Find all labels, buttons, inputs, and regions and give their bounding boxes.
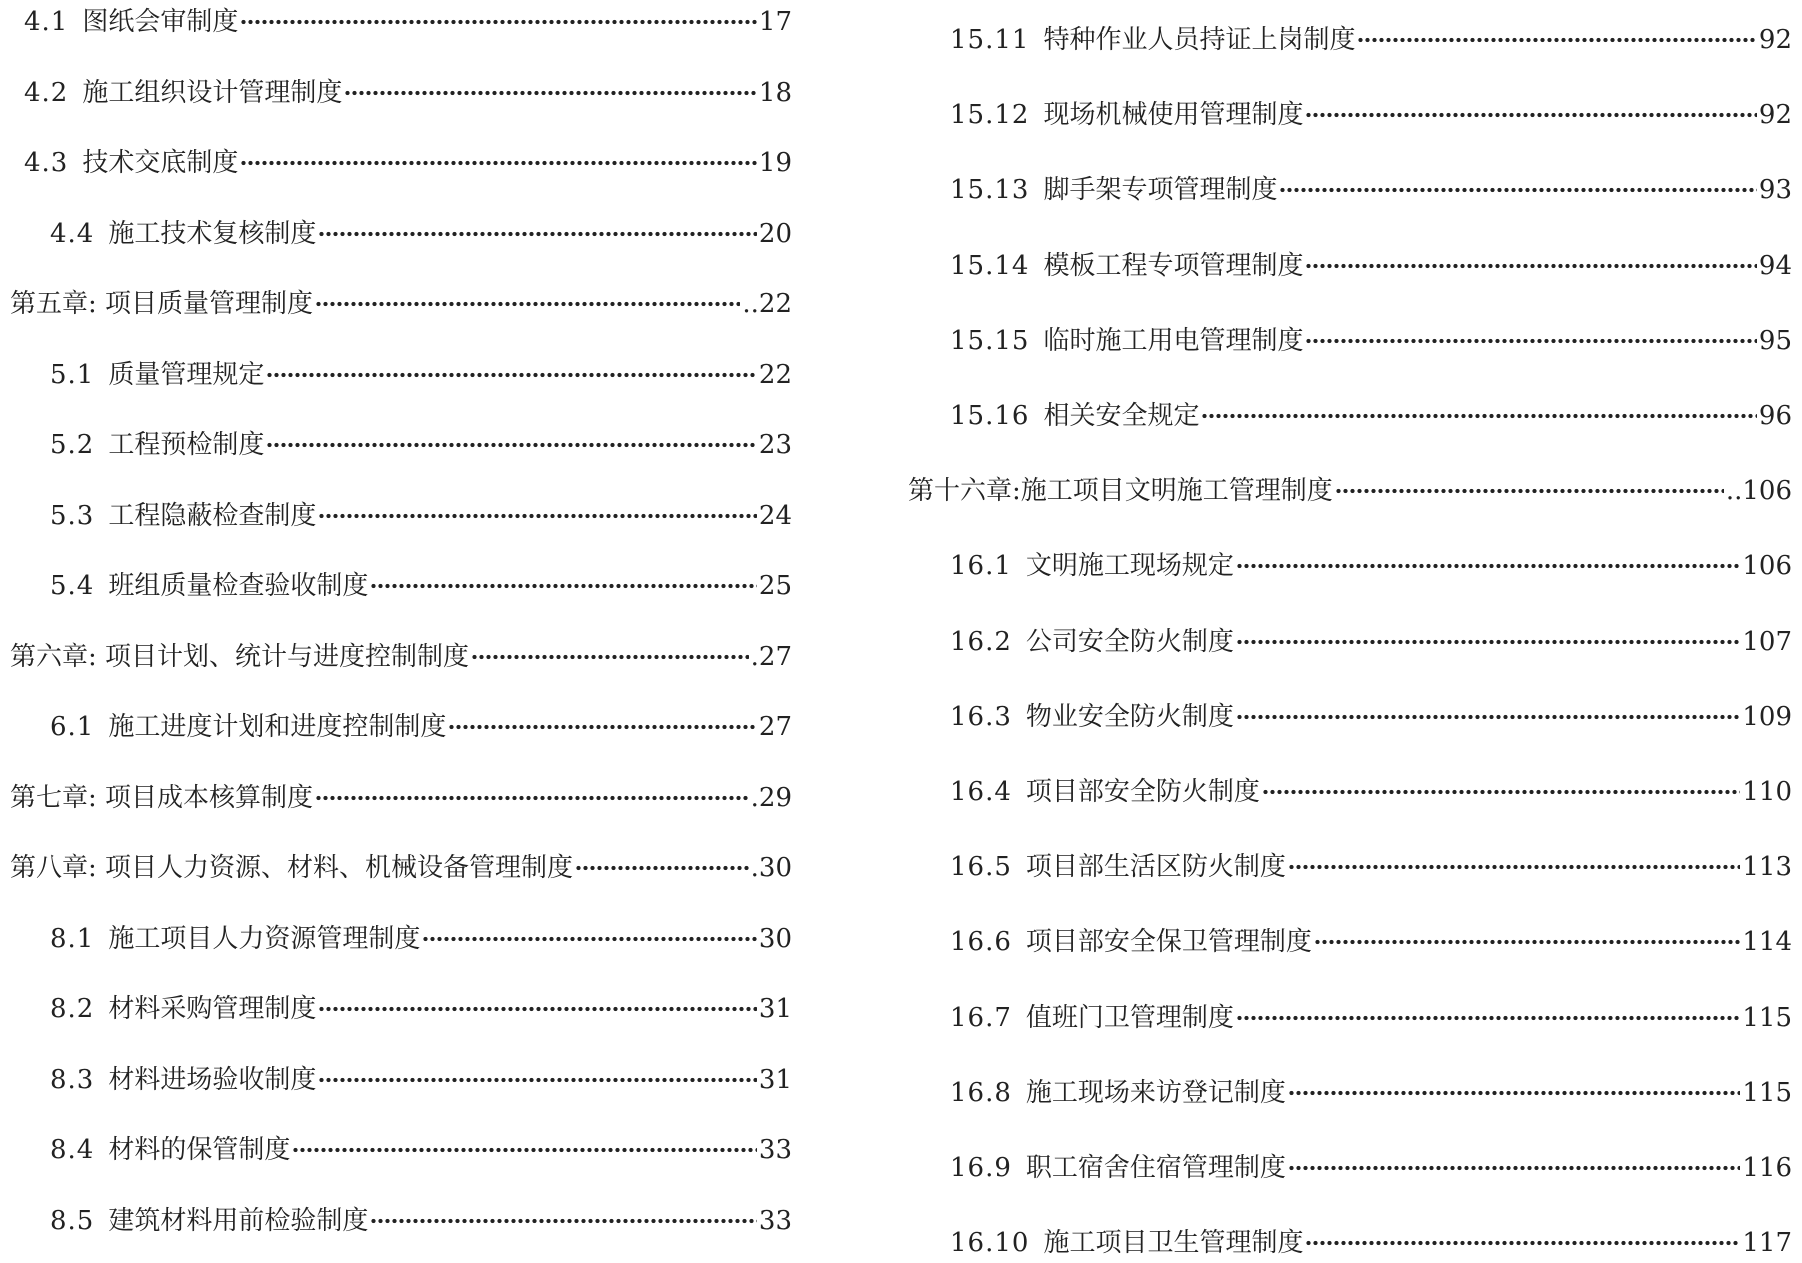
toc-section-entry[interactable] [50,1060,792,1100]
toc-dot-leader [1236,562,1740,570]
toc-entry-title: 临时施工用电管理制度 [1043,325,1304,356]
toc-page-number: 25 [758,571,792,601]
toc-section-number: 5.3 [50,500,95,531]
toc-section-number: 4.3 [24,148,69,178]
toc-section-number: 16.2 [950,626,1012,657]
toc-entry-title: 工程预检制度 [108,430,265,460]
toc-entry-title: 第七章: 项目成本核算制度 [10,782,314,813]
toc-section-number: 5.4 [50,571,95,601]
toc-section-entry[interactable] [950,998,1792,1038]
toc-dot-leader [1262,788,1740,796]
toc-dot-leader [240,18,757,26]
toc-dot-leader [448,723,757,731]
toc-page-number: 92 [1758,100,1792,131]
toc-section-number: 4.4 [50,218,95,249]
toc-section-number: 16.3 [950,701,1012,732]
toc-page-number: 93 [1758,175,1792,206]
toc-section-number: 16.10 [950,1228,1030,1259]
toc-section-entry[interactable] [24,2,792,42]
toc-section-entry[interactable] [950,396,1792,436]
toc-dot-leader [315,300,740,308]
toc-section-entry[interactable] [950,170,1792,210]
toc-page-number: 96 [1758,401,1792,431]
toc-entry-title: 施工项目人力资源管理制度 [108,923,421,954]
toc-section-number: 15.13 [950,175,1030,206]
toc-dot-leader [318,512,757,520]
toc-entry-title: 施工组织设计管理制度 [82,77,343,108]
toc-section-number: 5.1 [50,359,95,390]
toc-dot-leader [1305,262,1756,270]
toc-dot-leader [1288,1164,1740,1172]
toc-section-number: 16.4 [950,777,1012,807]
toc-entry-title: 第十六章:施工项目文明施工管理制度 [908,476,1333,507]
toc-section-entry[interactable] [950,847,1792,887]
toc-section-entry[interactable] [950,1148,1792,1188]
toc-entry-title: 施工现场来访登记制度 [1025,1077,1286,1108]
toc-entry-title: 施工项目卫生管理制度 [1043,1228,1304,1259]
toc-dot-leader [1314,938,1740,946]
toc-section-entry[interactable] [24,143,792,183]
toc-dot-leader [1288,863,1740,871]
toc-page-number: 109 [1742,701,1792,732]
toc-section-entry[interactable] [50,496,792,536]
toc-entry-title: 脚手架专项管理制度 [1043,175,1278,206]
toc-section-number: 8.5 [50,1205,95,1236]
toc-dot-leader [1305,1239,1740,1247]
toc-chapter-entry[interactable] [908,471,1792,511]
toc-section-entry[interactable] [950,697,1792,737]
toc-section-entry[interactable] [50,1130,792,1170]
toc-section-entry[interactable] [950,622,1792,662]
toc-entry-title: 施工进度计划和进度控制制度 [108,712,447,742]
toc-dot-leader [370,582,757,590]
toc-page-number: 107 [1742,626,1792,657]
toc-page-number: 114 [1742,927,1792,958]
toc-dot-leader [422,935,757,943]
toc-page-number: .30 [750,853,792,883]
toc-page-number: 33 [758,1135,792,1165]
toc-section-entry[interactable] [50,425,792,465]
toc-entry-title: 图纸会审制度 [82,7,239,37]
toc-page-number: 18 [758,77,792,108]
toc-dot-leader [1305,111,1756,119]
toc-dot-leader [1305,337,1756,345]
toc-page-number: 31 [758,1064,792,1095]
toc-entry-title: 工程隐蔽检查制度 [108,500,317,531]
toc-section-number: 15.11 [950,25,1030,55]
toc-section-entry[interactable] [950,546,1792,586]
toc-dot-leader [1236,713,1740,721]
toc-page-number: 106 [1742,551,1792,582]
toc-entry-title: 项目部生活区防火制度 [1025,852,1286,883]
toc-section-entry[interactable] [950,95,1792,135]
toc-section-entry[interactable] [950,922,1792,962]
toc-page-number: 115 [1742,1077,1792,1108]
toc-entry-title: 职工宿舍住宿管理制度 [1025,1153,1286,1183]
toc-entry-title: 质量管理规定 [108,359,265,390]
toc-dot-leader [1288,1089,1740,1097]
toc-page-number: 110 [1742,777,1792,807]
toc-section-number: 16.9 [950,1153,1012,1183]
toc-page-number: 115 [1742,1002,1792,1033]
toc-page-number: ..106 [1725,476,1792,507]
toc-chapter-entry[interactable] [10,284,792,324]
toc-page-number: 113 [1742,852,1792,883]
toc-entry-title: 第五章: 项目质量管理制度 [10,289,314,319]
toc-dot-leader [1236,1014,1740,1022]
toc-dot-leader [318,1005,757,1013]
toc-page-number: 33 [758,1205,792,1236]
toc-dot-leader [1236,638,1740,646]
toc-section-entry[interactable] [50,919,792,959]
toc-section-number: 16.1 [950,551,1012,582]
toc-page-number: .27 [750,641,792,672]
toc-section-number: 16.8 [950,1077,1012,1108]
toc-dot-leader [318,1076,757,1084]
toc-section-number: 15.12 [950,100,1030,131]
toc-page-number: 17 [758,7,792,37]
toc-entry-title: 班组质量检查验收制度 [108,571,369,601]
toc-page-number: 30 [758,923,792,954]
toc-section-number: 8.1 [50,923,95,954]
toc-page-number: 23 [758,430,792,460]
toc-entry-title: 项目部安全保卫管理制度 [1025,927,1312,958]
toc-dot-leader [575,864,749,872]
toc-section-number: 4.1 [24,7,69,37]
toc-section-number: 5.2 [50,430,95,460]
toc-section-entry[interactable] [950,772,1792,812]
toc-section-number: 8.3 [50,1064,95,1095]
toc-section-entry[interactable] [50,355,792,395]
toc-entry-title: 现场机械使用管理制度 [1043,100,1304,131]
toc-section-entry[interactable] [950,321,1792,361]
toc-dot-leader [292,1146,757,1154]
toc-dot-leader [471,653,749,661]
toc-section-entry[interactable] [950,246,1792,286]
toc-section-entry[interactable] [24,73,792,113]
toc-page-number: 27 [758,712,792,742]
toc-dot-leader [1357,36,1756,44]
toc-section-number: 16.7 [950,1002,1012,1033]
toc-entry-title: 特种作业人员持证上岗制度 [1043,25,1356,55]
toc-dot-leader [240,159,757,167]
toc-section-entry[interactable] [950,1223,1792,1263]
toc-section-entry[interactable] [50,214,792,254]
toc-section-number: 8.2 [50,994,95,1024]
toc-page-number: 95 [1758,325,1792,356]
toc-section-entry[interactable] [50,1201,792,1241]
toc-entry-title: 文明施工现场规定 [1025,551,1234,582]
toc-section-number: 6.1 [50,712,95,742]
toc-entry-title: 第六章: 项目计划、统计与进度控制制度 [10,641,470,672]
toc-entry-title: 值班门卫管理制度 [1025,1002,1234,1033]
toc-dot-leader [1279,186,1756,194]
toc-entry-title: 项目部安全防火制度 [1025,777,1260,807]
toc-dot-leader [266,371,757,379]
toc-entry-title: 第八章: 项目人力资源、材料、机械设备管理制度 [10,853,574,883]
toc-page-number: .29 [750,782,792,813]
toc-chapter-entry[interactable] [10,637,792,677]
toc-page-number: 31 [758,994,792,1024]
toc-page-number: ..22 [742,289,792,319]
toc-section-entry[interactable] [50,707,792,747]
toc-entry-title: 公司安全防火制度 [1025,626,1234,657]
toc-page-number: 24 [758,500,792,531]
toc-page-number: 117 [1742,1228,1792,1259]
toc-dot-leader [266,441,757,449]
toc-section-number: 15.16 [950,401,1030,431]
toc-section-entry[interactable] [50,566,792,606]
toc-dot-leader [315,794,749,802]
toc-entry-title: 模板工程专项管理制度 [1043,250,1304,281]
toc-page-number: 19 [758,148,792,178]
toc-section-entry[interactable] [950,20,1792,60]
toc-entry-title: 物业安全防火制度 [1025,701,1234,732]
toc-entry-title: 施工技术复核制度 [108,218,317,249]
toc-dot-leader [370,1217,757,1225]
toc-section-number: 16.6 [950,927,1012,958]
toc-page-number: 92 [1758,25,1792,55]
toc-section-number: 4.2 [24,77,69,108]
toc-entry-title: 建筑材料用前检验制度 [108,1205,369,1236]
toc-dot-leader [318,230,757,238]
toc-entry-title: 材料采购管理制度 [108,994,317,1024]
toc-chapter-entry[interactable] [10,848,792,888]
toc-section-number: 15.15 [950,325,1030,356]
toc-section-number: 16.5 [950,852,1012,883]
toc-dot-leader [1335,487,1724,495]
toc-entry-title: 相关安全规定 [1043,401,1200,431]
toc-section-entry[interactable] [50,989,792,1029]
toc-page-number: 94 [1758,250,1792,281]
toc-dot-leader [344,89,757,97]
toc-page-number: 20 [758,218,792,249]
toc-page-number: 116 [1742,1153,1792,1183]
toc-section-number: 8.4 [50,1135,95,1165]
toc-entry-title: 材料进场验收制度 [108,1064,317,1095]
toc-section-entry[interactable] [950,1073,1792,1113]
toc-dot-leader [1201,412,1756,420]
toc-chapter-entry[interactable] [10,778,792,818]
toc-section-number: 15.14 [950,250,1030,281]
toc-page-number: 22 [758,359,792,390]
toc-entry-title: 材料的保管制度 [108,1135,291,1165]
toc-entry-title: 技术交底制度 [82,148,239,178]
